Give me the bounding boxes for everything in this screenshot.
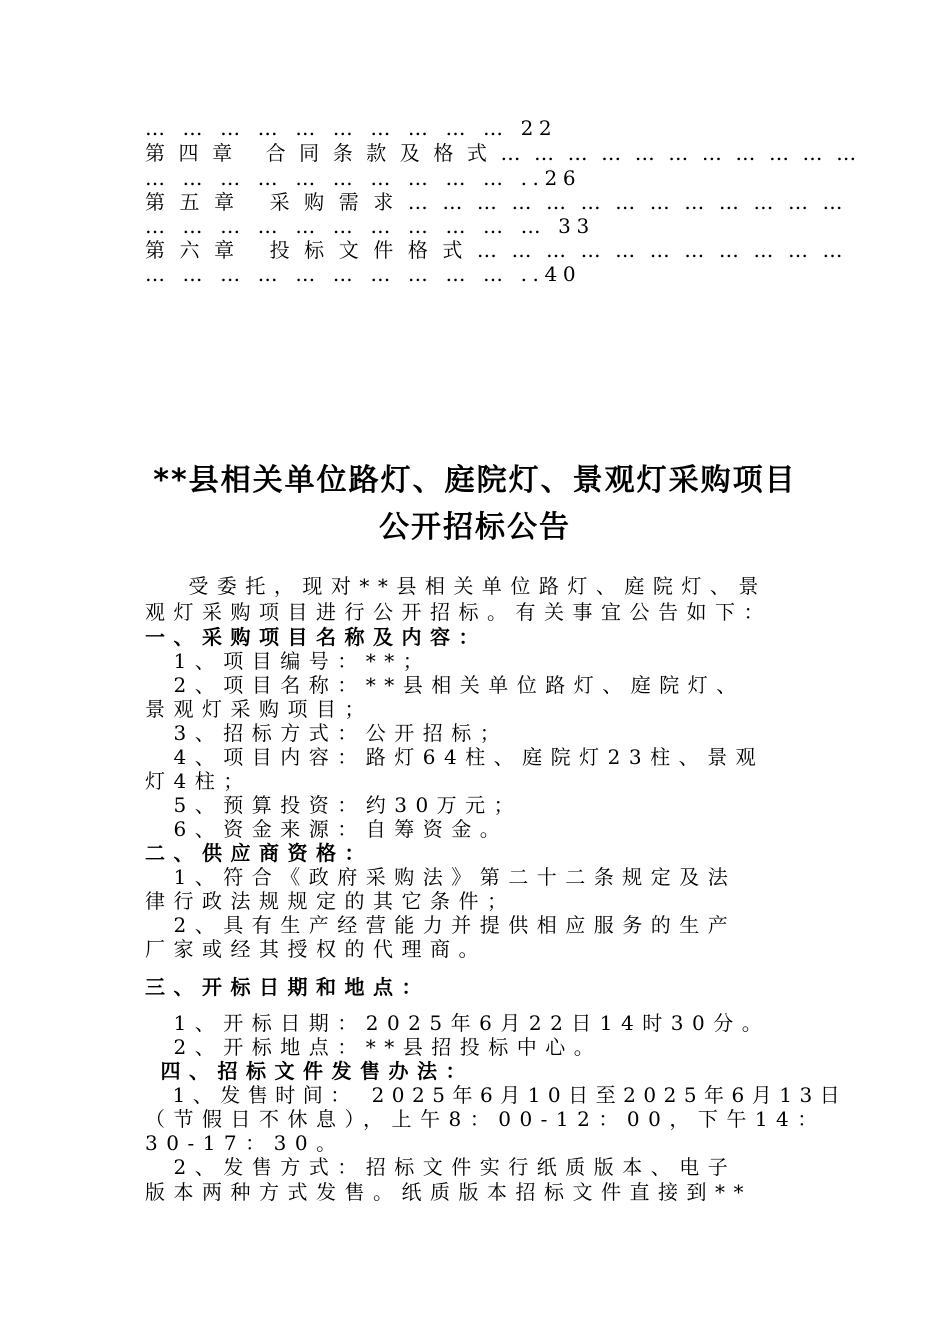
- toc-line: … … … … … … … … … … 22: [145, 116, 558, 140]
- list-item: 景观灯采购项目；: [145, 697, 373, 721]
- document-subtitle: 公开招标公告: [379, 510, 571, 545]
- list-item: 2、具有生产经营能力并提供相应服务的生产: [145, 913, 737, 937]
- section-heading: 四、招标文件发售办法：: [145, 1059, 474, 1083]
- list-item: 1、开标日期：2025年6月22日14时30分。: [145, 1011, 771, 1035]
- list-item: 2、项目名称：**县相关单位路灯、庭院灯、: [145, 673, 745, 697]
- toc-chapter-6[interactable]: 第 六 章 投 标 文 件 格 式 … … … … … … … … … … …: [145, 238, 847, 262]
- list-item: 1、符合《政府采购法》第二十二条规定及法: [145, 865, 737, 889]
- section-heading: 一、采购项目名称及内容：: [145, 625, 487, 649]
- list-item: 厂家或经其授权的代理商。: [145, 937, 487, 961]
- list-item: 6、资金来源：自筹资金。: [145, 817, 509, 841]
- list-item: 3、招标方式：公开招标；: [145, 721, 509, 745]
- list-item: 1、发售时间： 2025年6月10日至2025年6月13日: [145, 1083, 848, 1107]
- list-item: 2、开标地点：**县招投标中心。: [145, 1035, 603, 1059]
- list-item: 律行政法规规定的其它条件；: [145, 889, 516, 913]
- toc-line: … … … … … … … … … … ..40: [145, 262, 582, 286]
- list-item: 灯4柱；: [145, 769, 252, 793]
- toc-line: … … … … … … … … … … ..26: [145, 166, 582, 190]
- toc-chapter-5[interactable]: 第 五 章 采 购 需 求 … … … … … … … … … … … … …: [145, 190, 847, 214]
- list-item: 5、预算投资：约30万元；: [145, 793, 523, 817]
- list-item: 1、项目编号：**；: [145, 649, 432, 673]
- document-title: **县相关单位路灯、庭院灯、景观灯采购项目: [153, 463, 797, 498]
- section-heading: 二、供应商资格：: [145, 841, 373, 865]
- paragraph-line: 受委托，现对**县相关单位路灯、庭院灯、景: [145, 574, 767, 598]
- toc-chapter-4[interactable]: 第 四 章 合 同 条 款 及 格 式 … … … … … … … … … … …: [145, 141, 860, 165]
- list-item: 版本两种方式发售。纸质版本招标文件直接到**: [145, 1180, 752, 1204]
- paragraph-line: 观灯采购项目进行公开招标。有关事宜公告如下：: [145, 600, 772, 624]
- list-item: 30-17：30。: [145, 1131, 345, 1155]
- list-item: 4、项目内容：路灯64柱、庭院灯23柱、景观: [145, 745, 765, 769]
- list-item: 2、发售方式：招标文件实行纸质版本、电子: [145, 1155, 737, 1179]
- list-item: （节假日不休息），上午8：00-12：00，下午14：: [145, 1107, 826, 1131]
- toc-line: … … … … … … … … … … … 33: [145, 214, 595, 238]
- section-heading: 三、开标日期和地点：: [145, 975, 430, 999]
